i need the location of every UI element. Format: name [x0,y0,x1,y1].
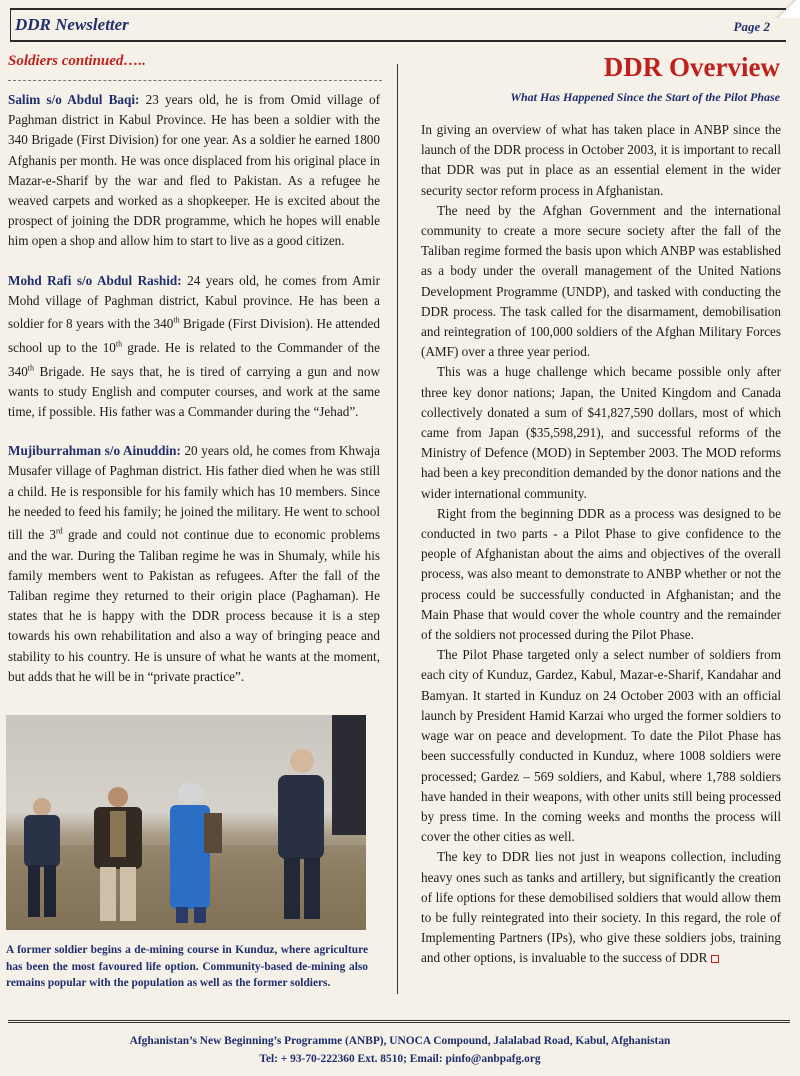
page-footer [0,1032,800,1068]
profile-name: Mujiburrahman s/o Ainuddin: [8,443,181,459]
article-paragraph: The Pilot Phase targeted only a select number of soldiers from each city of Kunduz, Gardez, Kabul, Mazar-e-Sharif, Kandahar and Bamyan. It started in Kunduz on 24 October 2003 with an official launch by President Hamid Karzai who urged the former soldiers to wage war on peace and development. To date the Pilot Phase has been successfully conducted in Kunduz, where 1008 soldiers were processed; Gardez – 569 soldiers, and Kabul, where 1,788 soldiers have handed in their weapons, with other units still being processed by press time. In the coming weeks and months the process will cover the other cities as well. [421,647,781,845]
profile-text: 20 years old, he comes from Khwaja Musafer village of Paghman district. His father died when he was still a child. He is responsible for his family which has 10 members. Since he needed to feed his family; he joined the military. He went to school till the 3rd grade and could not continue due to economic problems and the war. During the Taliban regime he was in Shumaly, while his family members went to Pakistan as refugees. After the fall of the Taliban regime they returned to their origin place (Paghaman). He states that he is happy with the DDR process because it is a step towards his own rehabilitation and also a way of bringing peace and stability to his country. He is unsure of what he wants at the moment, but adds that he will be in “private practice”. [8,443,380,684]
article-paragraph [421,847,781,968]
profile-paragraph [8,90,380,252]
page-number: Page 2 [733,19,770,34]
page-header [10,8,786,42]
article-subtitle: What Has Happened Since the Start of the Pilot Phase [510,90,780,104]
profile-text: 23 years old, he is from Omid village of Paghman district in Kabul Province. He has been a soldier with the 340 Brigade (First Division) for one year. As a soldier he earned 1800 Afghanis per month. He was once displaced from his original place in Mazar-e-Sharif by the war and fled to Pakistan. As a refugee he weaved carpets and worked as a shopkeeper. He is excited about the prospect of joining the DDR programme, which he hopes will enable him open a shop and allow him to start to live as a good citizen. [8,92,380,249]
dashed-divider [8,80,382,81]
article-title: DDR Overview [603,52,780,82]
continued-heading: Soldiers continued….. [8,53,146,69]
footer-divider [8,1020,790,1024]
newsletter-title: DDR Newsletter [15,15,129,34]
article-paragraph: In giving an overview of what has taken place in ANBP since the launch of the DDR process in October 2003, it is important to recall that DDR was put in place as an essential element in the wider security sector reform process in Afghanistan. [421,122,781,198]
profile-name: Mohd Rafi s/o Abdul Rashid: [8,272,182,288]
soldier-profiles [8,90,380,706]
ddr-overview-article [421,120,781,969]
end-mark-icon [711,955,719,963]
column-divider [397,64,398,994]
footer-address: Afghanistan’s New Beginning’s Programme (ANBP), UNOCA Compound, Jalalabad Road, Kabul, Afghanistan [129,1035,671,1047]
article-paragraph: This was a huge challenge which became possible only after three key donor nations; Japan, the United Kingdom and Canada collectively donated a sum of $41,827,590 dollars, most of which came from Japan ($35,598,291), and successful reforms of the Ministry of Defence (MOD) in September 2003. The MOD reforms had been a key precondition demanded by the donor nations and the wider international community. [421,364,781,501]
photo-caption: A former soldier begins a de-mining course in Kunduz, where agriculture has been the most favoured life option. Community-based de-mining also remains popular with the population as well as the former soldiers. [6,944,368,989]
profile-name: Salim s/o Abdul Baqi: [8,92,140,107]
profile-paragraph [8,271,380,423]
article-paragraph-text: The key to DDR lies not just in weapons collection, including heavy ones such as tanks and artillery, but significantly the creation of life options for these demobilised soldiers that would allow them to be fully reintegrated into their society. In this regard, the role of Implementing Partners (IPs), who give these soldiers jobs, training and other options, is invaluable to the success of DDR [421,849,781,966]
profile-text: 24 years old, he comes from Amir Mohd village of Paghman district, Kabul province. He has been a soldier for 8 years with the 340th Brigade (First Division). He attended school up to the 10th grade. He is related to the Commander of the 340th Brigade. He says that, he is tired of carrying a gun and now wants to study English and computer courses, and work at the same time, if possible. His father was a Commander during the “Jehad”. [8,272,380,420]
de-mining-photo [6,715,366,930]
article-paragraph: Right from the beginning DDR as a process was designed to be conducted in two parts - a Pilot Phase to give confidence to the people of Afghanistan about the aims and objectives of the overall process, was also meant to demonstrate to ANBP whether or not the process could be successfully conducted in Afghanistan; and the Main Phase that would cover the whole country and the remainder of the soldiers not processed during the Pilot Phase. [421,505,781,643]
profile-paragraph [8,441,380,687]
article-paragraph: The need by the Afghan Government and the international community to create a more secure society after the fall of the Taliban regime formed the basis upon which ANBP was established as a body under the overall management of the United Nations Development Programme (UNDP), and tasked with conducting the DDR process. The task called for the disarmament, demobilisation and reintegration of 100,000 soldiers of the Afghan Military Forces (AMF) over a three year period. [421,202,781,360]
footer-contact: Tel: + 93-70-222360 Ext. 8510; Email: pinfo@anbpafg.org [259,1053,541,1065]
